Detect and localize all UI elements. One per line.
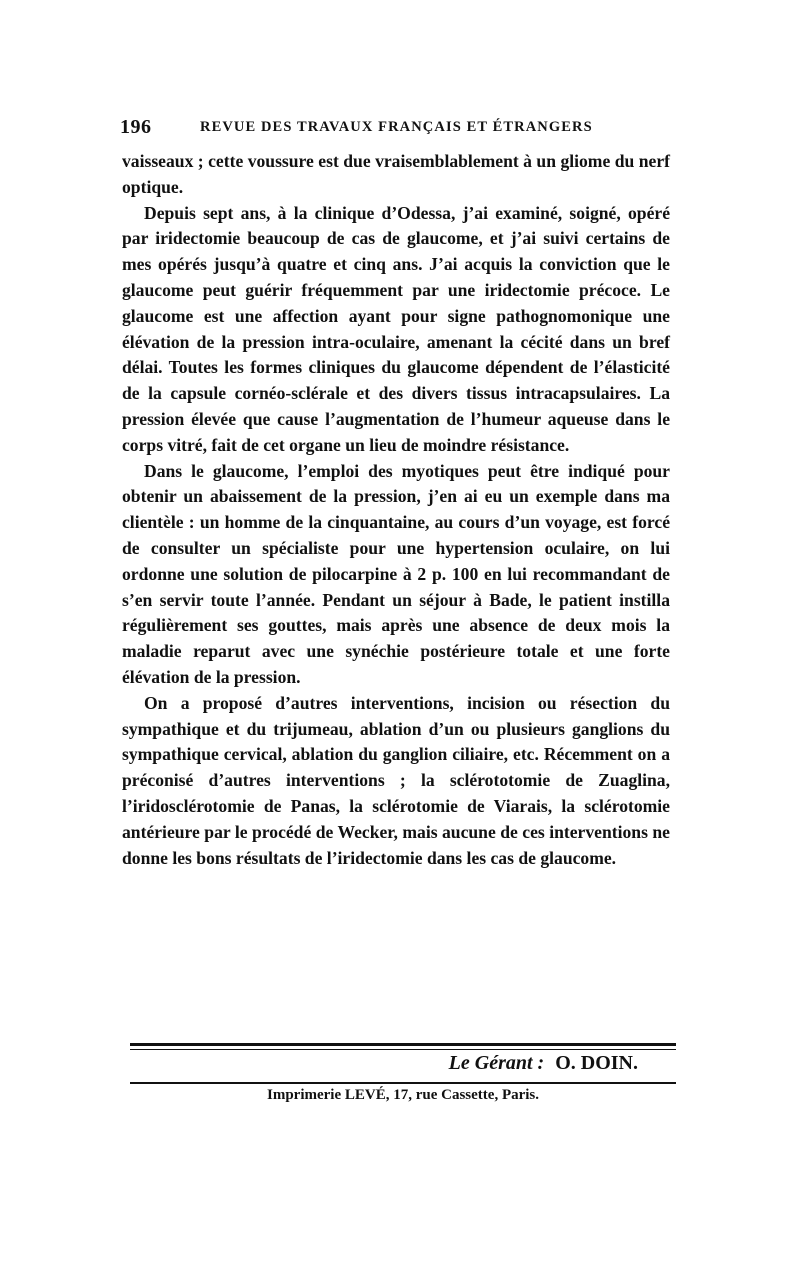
gerant-label: Le Gérant : [448,1052,545,1074]
paragraph-glaucoma-iridectomy: Depuis sept ans, à la clinique d’Odessa, j’ai examiné, soigné, opéré par iridectomie beaucoup de cas de glaucome, et j’ai suivi certains de mes opérés jusqu’à quatre et cinq ans. J’ai acquis la conviction que le glaucome peut guérir fréquemment par une iridectomie précoce. Le glaucome est une affection ayant pour signe pathognomonique une élévation de la pression intra-oculaire, amenant la cécité dans un bref délai. Toutes les formes cliniques du glaucome dépendent de l’élasticité de la capsule cornéo-sclérale et des divers tissus intracapsulaires. La pression élevée que cause l’augmentation de l’humeur aqueuse dans le corps vitré, fait de cet organe un lieu de moindre résistance. [122,202,670,455]
page-number: 196 [120,116,152,138]
printer-imprint: Imprimerie LEVÉ, 17, rue Cassette, Paris. [266,1087,540,1103]
paragraph-continuation: vaisseaux ; cette voussure est due vraisemblablement à un gliome du nerf optique. [122,151,670,197]
paragraph-other-interventions: On a proposé d’autres interventions, incision ou résection du sympathique et du trijumeau, ablation d’un ou plusieurs ganglions du sympathique cervical, ablation du ganglion ciliaire, etc. Récemment on a préconisé d’autres interventions ; la sclérototomie de Zuaglina, l’iridosclérotomie de Panas, la sclérotomie de Viarais, la sclérotomie antérieure par le procédé de Wecker, mais aucune de ces interventions ne donne les bons résultats de l’iridectomie dans les cas de glaucome. [122,692,670,868]
gerant-signature [130,1052,676,1075]
gerant-name: O. DOIN. [555,1052,638,1074]
running-head [120,116,680,142]
body-text [122,149,670,871]
journal-title: REVUE DES TRAVAUX FRANÇAIS ET ÉTRANGERS [200,119,593,135]
paragraph-myotics: Dans le glaucome, l’emploi des myotiques peut être indiqué pour obtenir un abaissement de la pression, j’en ai eu un exemple dans ma clientèle : un homme de la cinquantaine, au cours d’un voyage, est forcé de consulter un spécialiste pour une hypertension oculaire, on lui ordonne une solution de pilocarpine à 2 p. 100 en lui recommandant de s’en servir toute l’année. Pendant un séjour à Bade, le patient instilla régulièrement ses gouttes, mais après une absence de deux mois la maladie reparut avec une synéchie postérieure totale et une forte élévation de la pression. [122,460,670,687]
single-rule-divider [130,1082,676,1084]
double-rule-divider [130,1043,676,1050]
